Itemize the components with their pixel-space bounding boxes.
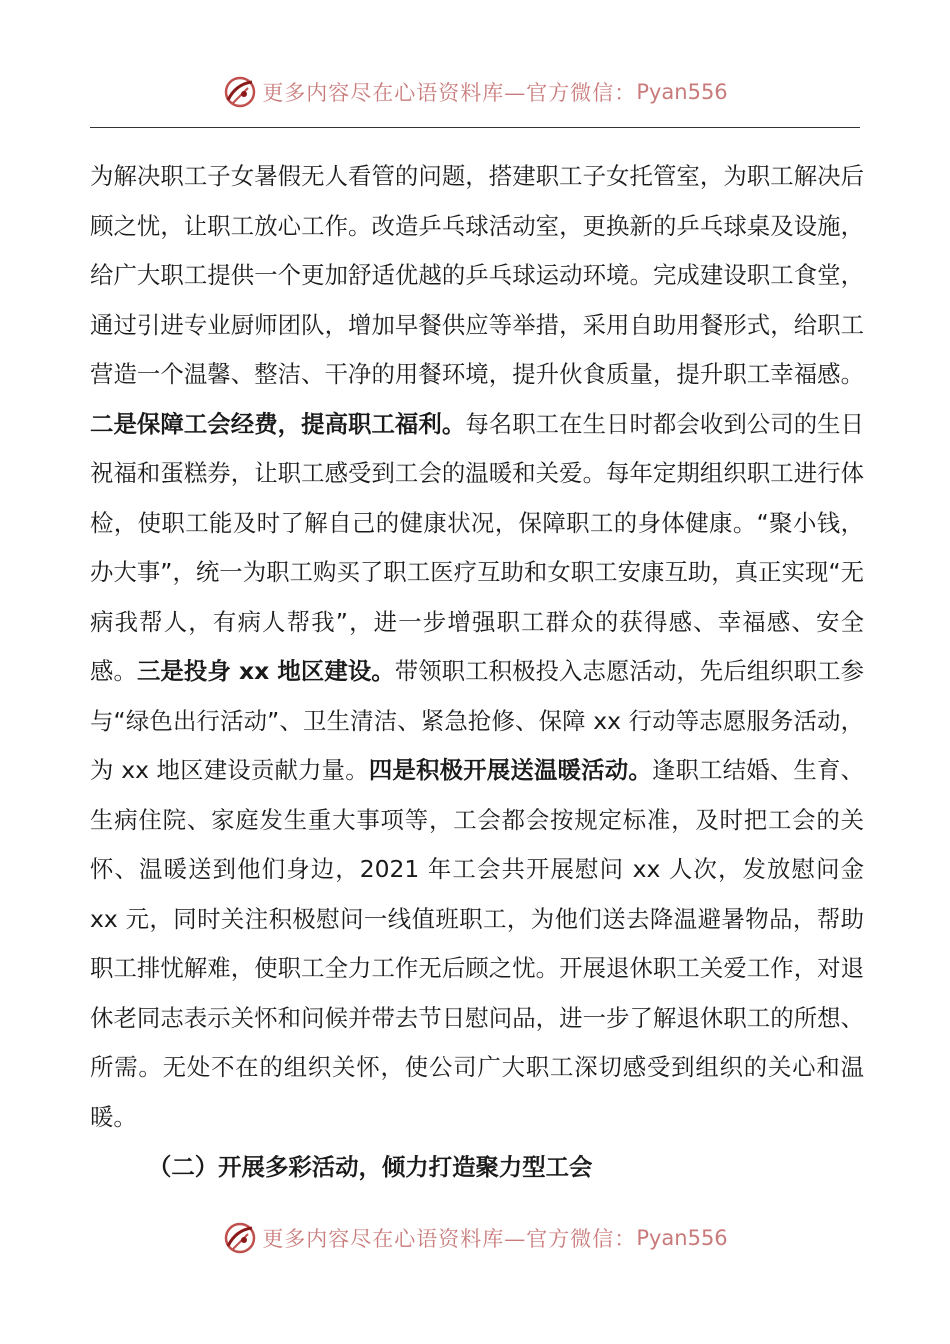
body-text-segment: 为解决职工子女暑假无人看管的问题，搭建职工子女托管室，为职工解决后顾之忧，让职工放心工作。改造乒乓球活动室，更换新的乒乓球桌及设施，给广大职工提供一个更加舒适优越的乒乓球运动环境。完成建设职工食堂，通过引进专业厨师团队，增加早餐供应等举措，采用自助用餐形式，给职工营造一个温馨、整洁、干净的用餐环境，提升伙食质量，提升职工幸福感。 <box>90 162 864 388</box>
body-bold-segment: 二是保障工会经费，提高职工福利。 <box>90 409 466 438</box>
body-text-segment: 逢职工结婚、生育、生病住院、家庭发生重大事项等，工会都会按规定标准，及时把工会的关怀、温暖送到他们身边，2021 年工会共开展慰问 xx 人次，发放慰问金 xx 元，同时关注积极慰问一线值班职工，为他们送去降温避暑物品，帮助职工排忧解难，使职工全力工作无后顾之忧。开展退休职工关爱工作，对退休老同志表示关怀和问候并带去节日慰问品，进一步了解退休职工的所想、所需。无处不在的组织关怀，使公司广大职工深切感受到组织的关心和温暖。 <box>90 756 865 1131</box>
header-divider <box>90 127 860 128</box>
brand-logo-icon <box>222 1220 258 1256</box>
header-watermark <box>0 72 950 112</box>
watermark-text: 更多内容尽在心语资料库—官方微信： <box>262 1227 637 1251</box>
brand-logo-icon <box>222 74 258 110</box>
body-bold-segment: 三是投身 xx 地区建设。 <box>136 657 395 685</box>
watermark-text: 更多内容尽在心语资料库—官方微信： <box>262 81 637 105</box>
body-paragraph <box>90 152 864 1142</box>
watermark-wechat-id: Pyan556 <box>636 1226 728 1250</box>
section-heading: （二）开展多彩活动，倾力打造聚力型工会 <box>148 1153 593 1181</box>
watermark-wechat-id: Pyan556 <box>636 80 728 104</box>
body-text-segment: 每名职工在生日时都会收到公司的生日祝福和蛋糕券，让职工感受到工会的温暖和关爱。每年定期组织职工进行体检，使职工能及时了解自己的健康状况，保障职工的身体健康。“聚小钱，办大事”，统一为职工购买了职工医疗互助和女职工安康互助，真正实现“无病我帮人，有病人帮我”，进一步增强职工群众的获得感、幸福感、安全感。 <box>90 409 865 685</box>
body-text-segment: 带领职工积极投入志愿活动，先后组织职工参与“绿色出行活动”、卫生清洁、紧急抢修、保障 xx 行动等志愿服务活动，为 xx 地区建设贡献力量。 <box>90 657 864 784</box>
footer-watermark <box>0 1218 950 1258</box>
body-bold-segment: 四是积极开展送温暖活动。 <box>368 756 652 784</box>
